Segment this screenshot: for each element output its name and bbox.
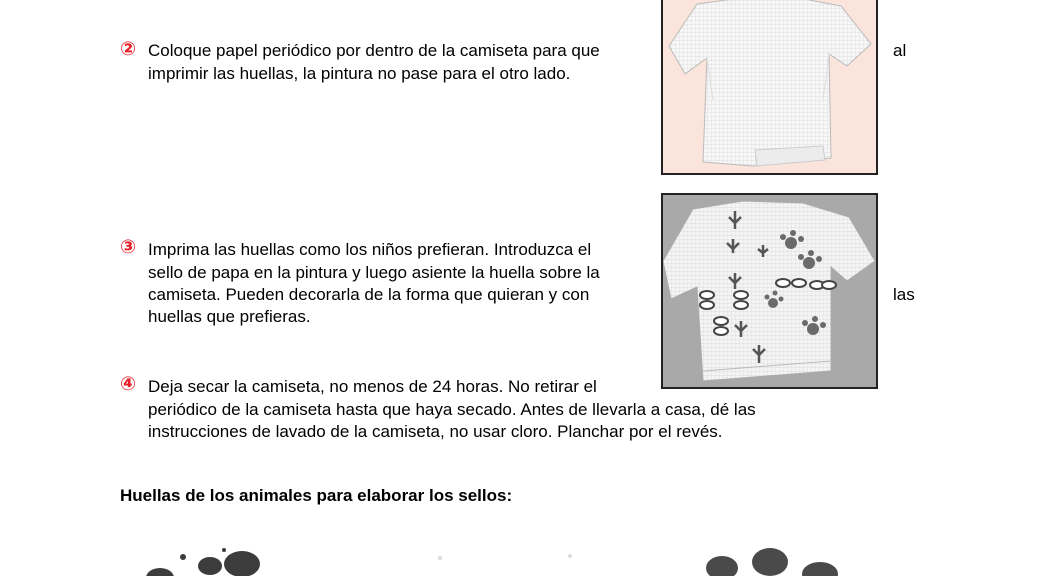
right-paw-print-icon <box>706 548 838 576</box>
printed-tshirt-illustration <box>663 195 876 387</box>
step-3-line-3: camiseta. Pueden decorarla de la forma que quieran y con <box>148 285 590 304</box>
step-2-number: ② <box>120 38 137 60</box>
step-2-line-1: Coloque papel periódico por dentro de la camiseta para que <box>148 41 600 60</box>
step-4-line-1: Deja secar la camiseta, no menos de 24 horas. No retirar el <box>148 377 597 396</box>
step-3-line-4: huellas que prefieras. <box>148 307 311 326</box>
step-2-trailing-word: al <box>893 41 907 60</box>
plain-tshirt-image <box>661 0 878 175</box>
printed-tshirt-image <box>661 193 878 389</box>
center-faint-print-icon <box>438 554 572 560</box>
step-3-line-2: sello de papa en la pintura y luego asiente la huella sobre la <box>148 263 600 282</box>
animal-prints-heading: Huellas de los animales para elaborar los sellos: <box>120 486 513 505</box>
step-3-number: ③ <box>120 236 137 258</box>
animal-prints-illustration <box>0 528 1038 576</box>
step-2-line-2: imprimir las huellas, la pintura no pase para el otro lado. <box>148 64 571 83</box>
step-4-line-2: periódico de la camiseta hasta que haya secado. Antes de llevarla a casa, dé las <box>148 400 756 419</box>
step-4-number: ④ <box>120 373 137 395</box>
step-3-line-1: Imprima las huellas como los niños prefieran. Introduzca el <box>148 240 592 259</box>
step-3-trailing-word: las <box>893 285 915 304</box>
animal-prints-strip <box>0 528 1038 576</box>
left-paw-print-icon <box>146 548 260 576</box>
step-4-line-3: instrucciones de lavado de la camiseta, no usar cloro. Planchar por el revés. <box>148 422 723 441</box>
plain-tshirt-illustration <box>663 0 876 173</box>
